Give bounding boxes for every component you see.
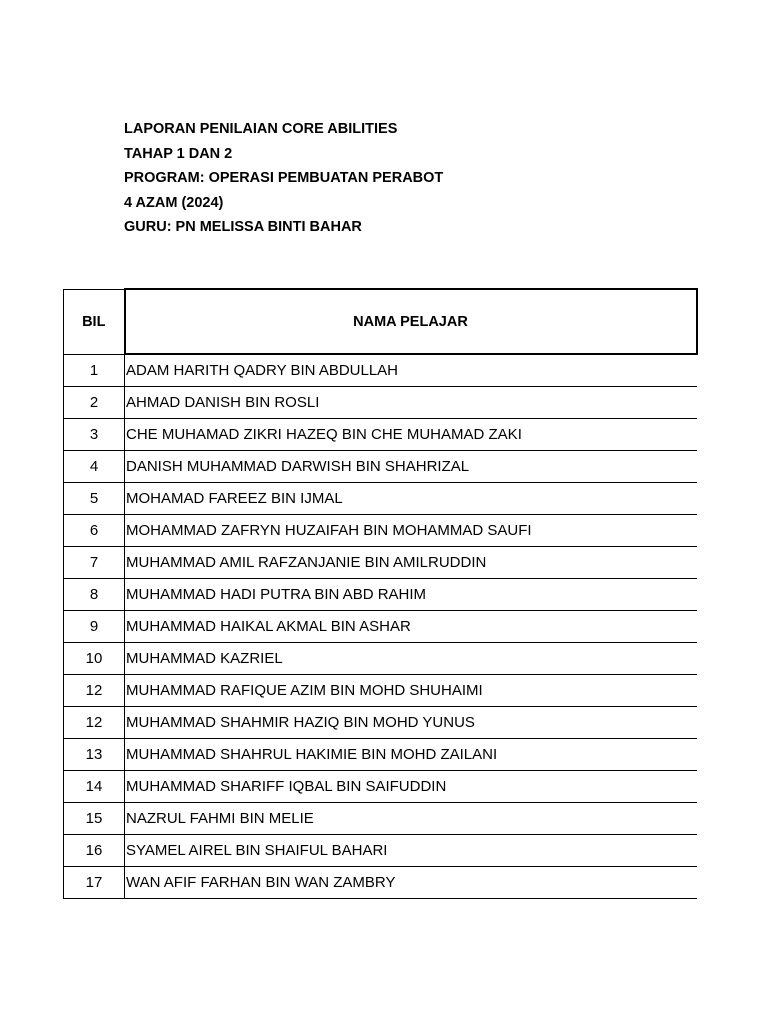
row-number-cell: 7 (64, 547, 125, 579)
table-row (64, 579, 697, 611)
table-row (64, 771, 697, 803)
table-row (64, 515, 697, 547)
student-table (63, 288, 698, 899)
report-teacher: GURU: PN MELISSA BINTI BAHAR (124, 219, 362, 235)
row-number-cell: 5 (64, 483, 125, 515)
row-number-cell: 10 (64, 643, 125, 675)
row-number-cell: 2 (64, 387, 125, 419)
student-name-cell: CHE MUHAMAD ZIKRI HAZEQ BIN CHE MUHAMAD ZAKI (125, 419, 697, 451)
student-name-cell: NAZRUL FAHMI BIN MELIE (125, 803, 697, 835)
table-row (64, 835, 697, 867)
row-number-cell: 12 (64, 675, 125, 707)
table-row (64, 707, 697, 739)
student-name-cell: AHMAD DANISH BIN ROSLI (125, 387, 697, 419)
row-number-cell: 15 (64, 803, 125, 835)
row-number-cell: 3 (64, 419, 125, 451)
row-number-cell: 14 (64, 771, 125, 803)
student-name-cell: MOHAMAD FAREEZ BIN IJMAL (125, 483, 697, 515)
report-program: PROGRAM: OPERASI PEMBUATAN PERABOT (124, 170, 444, 186)
row-number-cell: 1 (64, 354, 125, 387)
student-name-cell: MUHAMMAD RAFIQUE AZIM BIN MOHD SHUHAIMI (125, 675, 697, 707)
student-name-cell: ADAM HARITH QADRY BIN ABDULLAH (125, 354, 697, 387)
table-row (64, 354, 697, 387)
student-name-cell: MUHAMMAD SHAHRUL HAKIMIE BIN MOHD ZAILANI (125, 739, 697, 771)
student-name-cell: MUHAMMAD SHAHMIR HAZIQ BIN MOHD YUNUS (125, 707, 697, 739)
table-row (64, 739, 697, 771)
table-header-row (64, 289, 697, 354)
table-row (64, 547, 697, 579)
table-row (64, 867, 697, 899)
student-name-cell: MUHAMMAD SHARIFF IQBAL BIN SAIFUDDIN (125, 771, 697, 803)
row-number-cell: 9 (64, 611, 125, 643)
student-name-cell: SYAMEL AIREL BIN SHAIFUL BAHARI (125, 835, 697, 867)
row-number-cell: 13 (64, 739, 125, 771)
report-title: LAPORAN PENILAIAN CORE ABILITIES (124, 121, 398, 137)
table-row (64, 387, 697, 419)
student-name-cell: MUHAMMAD HADI PUTRA BIN ABD RAHIM (125, 579, 697, 611)
column-header-bil: BIL (64, 289, 125, 354)
row-number-cell: 8 (64, 579, 125, 611)
table-row (64, 643, 697, 675)
table-row (64, 675, 697, 707)
column-header-name: NAMA PELAJAR (125, 289, 697, 354)
student-name-cell: MUHAMMAD KAZRIEL (125, 643, 697, 675)
student-name-cell: MUHAMMAD HAIKAL AKMAL BIN ASHAR (125, 611, 697, 643)
table-body (64, 354, 697, 899)
table-row (64, 451, 697, 483)
student-name-cell: MOHAMMAD ZAFRYN HUZAIFAH BIN MOHAMMAD SAUFI (125, 515, 697, 547)
report-level: TAHAP 1 DAN 2 (124, 145, 233, 162)
row-number-cell: 16 (64, 835, 125, 867)
table-row (64, 483, 697, 515)
report-class: 4 AZAM (2024) (124, 194, 224, 211)
student-name-cell: WAN AFIF FARHAN BIN WAN ZAMBRY (125, 867, 697, 899)
table-row (64, 803, 697, 835)
row-number-cell: 6 (64, 515, 125, 547)
table-row (64, 419, 697, 451)
report-header (124, 117, 684, 240)
student-name-cell: DANISH MUHAMMAD DARWISH BIN SHAHRIZAL (125, 451, 697, 483)
row-number-cell: 12 (64, 707, 125, 739)
student-name-cell: MUHAMMAD AMIL RAFZANJANIE BIN AMILRUDDIN (125, 547, 697, 579)
row-number-cell: 4 (64, 451, 125, 483)
table-row (64, 611, 697, 643)
row-number-cell: 17 (64, 867, 125, 899)
